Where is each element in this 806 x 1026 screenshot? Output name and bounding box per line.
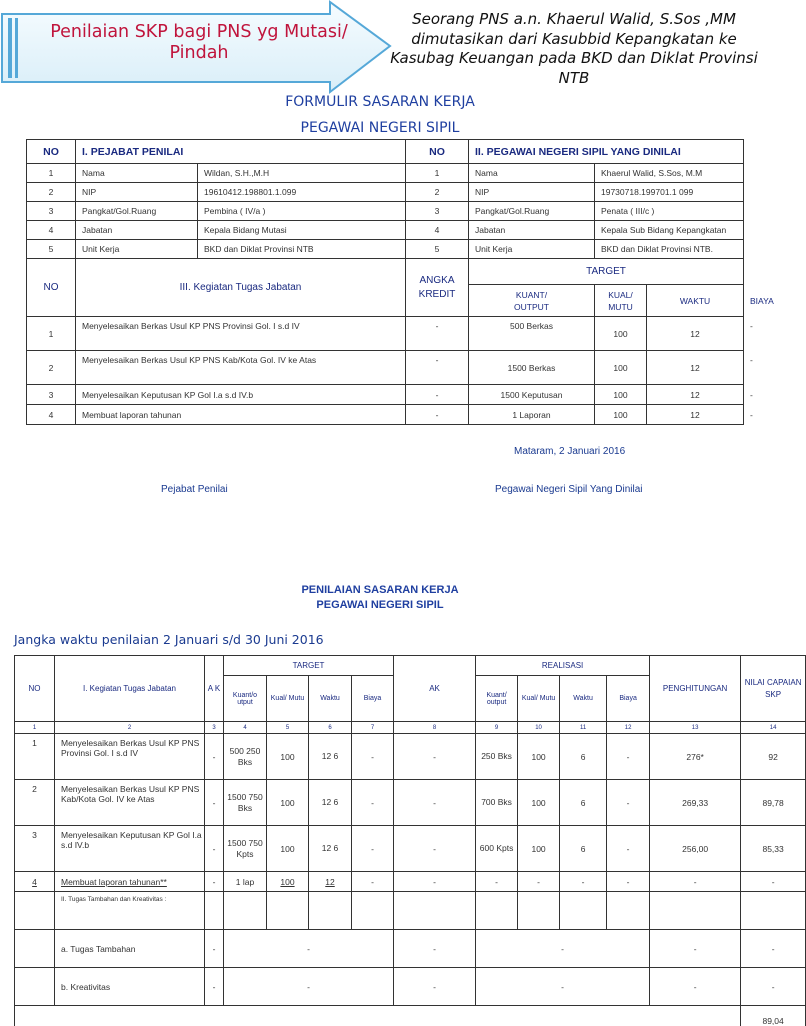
task-row: 2 Menyelesaikan Berkas Usul KP PNS Kab/Kota Gol. IV ke Atas - 1500 Berkas 100 12 - [27,351,744,385]
col-number: 10 [518,722,560,734]
cell-nilai: 92 [741,734,806,780]
col-r-kuant: Kuant/ output [476,676,518,722]
col-t-kuant: Kuant/o utput [224,676,267,722]
cell-waktu: 12 [647,317,744,351]
task-col-no: NO [27,259,76,317]
cell-pegawai: Khaerul Walid, S.Sos, M.M [595,164,744,183]
col-number: 11 [560,722,607,734]
cell-t-waktu: 12 6 [309,734,352,780]
task-col-kual: KUAL/ MUTU [595,285,647,317]
assessment-period: Jangka waktu penilaian 2 Januari s/d 30 Juni 2016 [14,632,324,647]
cell-no: 3 [15,826,55,872]
cell-no: 4 [27,405,76,425]
cell-t-biaya: - [352,826,394,872]
table-row [15,826,806,872]
cell-no: 3 [27,385,76,405]
form1-subtitle: PEGAWAI NEGERI SIPIL [300,120,460,136]
identity-row [27,202,744,221]
cell-no: 2 [27,183,76,202]
form1-title: FORMULIR SASARAN KERJA [285,94,475,110]
task-col-kegiatan: III. Kegiatan Tugas Jabatan [76,259,406,317]
cell-realisasi: - [476,930,650,968]
cell-ak: - [205,872,224,892]
cell-r-biaya: - [607,734,650,780]
cell-ak: - [406,405,469,425]
cell-nilai: 85,33 [741,826,806,872]
cell-penilai: BKD dan Diklat Provinsi NTB [198,240,406,259]
cell-no2: 5 [406,240,469,259]
cell-label2: NIP [469,183,595,202]
cell-penghitungan: - [650,968,741,1006]
extra-header: II. Tugas Tambahan dan Kreativitas : [55,892,205,930]
cell-nilai: - [741,872,806,892]
cell-label: Nama [76,164,198,183]
cell-ak: - [406,317,469,351]
cell-t-kual: 100 [267,734,309,780]
cell-kual: 100 [595,317,647,351]
cell-r-ak: - [394,930,476,968]
cell-kuant: 1500 Berkas [469,351,595,385]
cell-kegiatan: Menyelesaikan Keputusan KP Gol I.a s.d IV.b [76,385,406,405]
col-number: 9 [476,722,518,734]
col-no: NO [15,656,55,722]
cell-t-kual: 100 [267,826,309,872]
cell-realisasi: - [476,968,650,1006]
cell-ak: - [406,385,469,405]
col-nilai-capaian: NILAI CAPAIAN SKP [741,656,806,722]
col-number: 4 [224,722,267,734]
cell-no: 2 [27,351,76,385]
cell-t-waktu: 12 6 [309,826,352,872]
col-t-kual: Kual/ Mutu [267,676,309,722]
cell-pegawai: 19730718.199701.1 099 [595,183,744,202]
cell-r-waktu: 6 [560,826,607,872]
cell-ak: - [205,968,224,1006]
col-ak: AK [394,656,476,722]
cell-waktu: 12 [647,385,744,405]
cell-ak: - [406,351,469,385]
cell-r-kuant: 250 Bks [476,734,518,780]
sasaran-kerja-table: NO I. PEJABAT PENILAI NO II. PEGAWAI NEGERI SIPIL YANG DINILAI 1 Nama Wildan, S.H.,M.H 1 Nama Khaerul Walid, S.Sos, M.M 2 NIP 19610412.198801.1.099 2 NIP 19730718.199701.1 099 3 Pangkat/Gol.Ruang Pembina ( IV/a ) 3 Pangkat/Gol.Ruang Penata ( III/c ) 4 Jabatan Kepala Bidang Mutasi 4 Jabatan Kepala Sub Bidang Kepangkatan 5 Unit Kerja BKD dan Diklat Provinsi NTB 5 Unit Kerja BKD dan Diklat Provinsi NTB. NO III. Kegiatan Tugas Jabatan ANGKA KREDIT TARGET KUANT/ OUTPUT KUAL/ MUTU WAKTU BIAYA 1 Menyelesaikan Berkas Usul KP PNS Provinsi Gol. I s.d IV - 500 Berkas 100 12 - 2 Menyelesaikan Berkas Usul KP PNS Kab/Kota Gol. IV ke Atas - 1500 Berkas 100 12 - 3 Menyelesaikan Keputusan KP Gol I.a s.d IV.b - 1500 Keputusan 100 12 - 4 Membuat laporan tahunan - 1 Laporan 100 12 - [26,139,744,425]
col-number: 3 [205,722,224,734]
col-number: 2 [55,722,205,734]
cell-r-kual: - [518,872,560,892]
cell-pegawai: Kepala Sub Bidang Kepangkatan [595,221,744,240]
cell-r-ak: - [394,968,476,1006]
form2-subtitle: PEGAWAI NEGERI SIPIL [316,599,444,611]
table-row [15,872,806,892]
cell-no: 2 [15,780,55,826]
cell-no: 4 [15,872,55,892]
cell-waktu: 12 [647,351,744,385]
cell-label: Unit Kerja [76,240,198,259]
cell-r-waktu: 6 [560,780,607,826]
cell-r-kual: 100 [518,734,560,780]
cell-t-biaya: - [352,780,394,826]
task-col-target: TARGET [469,259,744,285]
cell-no: 1 [15,734,55,780]
col-pegawai-dinilai: II. PEGAWAI NEGERI SIPIL YANG DINILAI [469,140,744,164]
cell-target: - [224,930,394,968]
penilaian-table [14,655,806,1026]
table-row [15,734,806,780]
task-row: 3 Menyelesaikan Keputusan KP Gol I.a s.d IV.b - 1500 Keputusan 100 12 - [27,385,744,405]
cell-t-kual: 100 [267,872,309,892]
cell-kegiatan: Menyelesaikan Berkas Usul KP PNS Kab/Kota Gol. IV ke Atas [76,351,406,385]
form2-title: PENILAIAN SASARAN KERJA [301,584,459,596]
cell-kegiatan: Menyelesaikan Keputusan KP Gol I.a s.d IV.b [55,826,205,872]
cell-waktu: 12 [647,405,744,425]
identity-row [27,240,744,259]
cell-t-waktu: 12 6 [309,780,352,826]
cell-r-biaya: - [607,826,650,872]
cell-no: 1 [27,317,76,351]
col-no: NO [27,140,76,164]
col-number: 5 [267,722,309,734]
cell-kegiatan: Membuat laporan tahunan** [55,872,205,892]
cell-label2: Unit Kerja [469,240,595,259]
extra-header-row [15,892,806,930]
cell-nilai: - [741,930,806,968]
cell-r-kual: 100 [518,826,560,872]
cell-kegiatan: Membuat laporan tahunan [76,405,406,425]
cell-r-ak: - [394,734,476,780]
cell-no: 3 [27,202,76,221]
cell-penilai: 19610412.198801.1.099 [198,183,406,202]
col-number: 12 [607,722,650,734]
cell-label2: Jabatan [469,221,595,240]
cell-t-kuant: 500 250 Bks [224,734,267,780]
cell-r-kuant: - [476,872,518,892]
cell-r-ak: - [394,780,476,826]
cell-r-ak: - [394,872,476,892]
cell-r-waktu: - [560,872,607,892]
column-number-row [15,722,806,734]
cell-r-biaya: - [607,872,650,892]
cell-r-kuant: 700 Bks [476,780,518,826]
task-row: 4 Membuat laporan tahunan - 1 Laporan 100 12 - [27,405,744,425]
cell-t-kual: 100 [267,780,309,826]
col-number: 1 [15,722,55,734]
col-number: 14 [741,722,806,734]
cell-penghitungan: 276* [650,734,741,780]
col-r-biaya: Biaya [607,676,650,722]
col-number: 6 [309,722,352,734]
cell-no2: 4 [406,221,469,240]
cell-pegawai: BKD dan Diklat Provinsi NTB. [595,240,744,259]
cell-r-biaya: - [607,780,650,826]
extra-row [15,930,806,968]
col-ak-short: A K [205,656,224,722]
cell-ak: - [205,826,224,872]
cell-kegiatan: Menyelesaikan Berkas Usul KP PNS Provinsi Gol. I s.d IV [55,734,205,780]
cell-label2: Nama [469,164,595,183]
cell-r-ak: - [394,826,476,872]
cell-penilai: Kepala Bidang Mutasi [198,221,406,240]
cell-no2: 3 [406,202,469,221]
col-realisasi: REALISASI [476,656,650,676]
col-kegiatan: I. Kegiatan Tugas Jabatan [55,656,205,722]
signature-pegawai-label: Pegawai Negeri Sipil Yang Dinilai [495,484,643,495]
mutation-note: Seorang PNS a.n. Khaerul Walid, S.Sos ,MM dimutasikan dari Kasubbid Kepangkatan ke Kasubag Keuangan pada BKD dan Diklat Provinsi NTB [390,10,758,87]
total-nilai: 89,04 [741,1006,806,1026]
cell-no2: 1 [406,164,469,183]
cell-t-waktu: 12 [309,872,352,892]
col-target: TARGET [224,656,394,676]
col-no-2: NO [406,140,469,164]
col-number: 8 [394,722,476,734]
cell-label: NIP [76,183,198,202]
cell-penghitungan: - [650,930,741,968]
banner-title: Penilaian SKP bagi PNS yg Mutasi/ Pindah [50,22,348,63]
cell-kegiatan: Menyelesaikan Berkas Usul KP PNS Provinsi Gol. I s.d IV [76,317,406,351]
col-pejabat-penilai: I. PEJABAT PENILAI [76,140,406,164]
cell-penghitungan: 256,00 [650,826,741,872]
cell-extra-label: a. Tugas Tambahan [55,930,205,968]
cell-kual: 100 [595,405,647,425]
task-row: 1 Menyelesaikan Berkas Usul KP PNS Provinsi Gol. I s.d IV - 500 Berkas 100 12 - [27,317,744,351]
cell-penghitungan: - [650,872,741,892]
extra-row [15,968,806,1006]
cell-nilai: 89,78 [741,780,806,826]
col-r-kual: Kual/ Mutu [518,676,560,722]
cell-t-kuant: 1 lap [224,872,267,892]
cell-r-kuant: 600 Kpts [476,826,518,872]
cell-penilai: Pembina ( IV/a ) [198,202,406,221]
cell-label: Jabatan [76,221,198,240]
col-penghitungan: PENGHITUNGAN [650,656,741,722]
cell-t-kuant: 1500 750 Kpts [224,826,267,872]
identity-row [27,164,744,183]
cell-kual: 100 [595,385,647,405]
cell-r-kual: 100 [518,780,560,826]
col-r-waktu: Waktu [560,676,607,722]
col-number: 13 [650,722,741,734]
identity-row [27,221,744,240]
table-row [15,780,806,826]
cell-t-biaya: - [352,734,394,780]
cell-ak: - [205,930,224,968]
cell-ak: - [205,780,224,826]
cell-pegawai: Penata ( III/c ) [595,202,744,221]
place-date: Mataram, 2 Januari 2016 [514,446,626,457]
col-number: 7 [352,722,394,734]
col-t-waktu: Waktu [309,676,352,722]
cell-no2: 2 [406,183,469,202]
cell-kuant: 1500 Keputusan [469,385,595,405]
task-col-kuant: KUANT/ OUTPUT [469,285,595,317]
total-row [15,1006,806,1026]
signature-penilai-label: Pejabat Penilai [161,484,228,495]
cell-t-biaya: - [352,872,394,892]
cell-no: 1 [27,164,76,183]
cell-no: 4 [27,221,76,240]
cell-r-waktu: 6 [560,734,607,780]
task-col-angka-kredit: ANGKA KREDIT [406,259,469,317]
cell-label2: Pangkat/Gol.Ruang [469,202,595,221]
task-col-waktu: WAKTU [647,285,744,317]
cell-t-kuant: 1500 750 Bks [224,780,267,826]
identity-row [27,183,744,202]
cell-kuant: 1 Laporan [469,405,595,425]
cell-label: Pangkat/Gol.Ruang [76,202,198,221]
cell-kegiatan: Menyelesaikan Berkas Usul KP PNS Kab/Kota Gol. IV ke Atas [55,780,205,826]
cell-no: 5 [27,240,76,259]
cell-penghitungan: 269,33 [650,780,741,826]
cell-target: - [224,968,394,1006]
cell-kual: 100 [595,351,647,385]
cell-nilai: - [741,968,806,1006]
cell-ak: - [205,734,224,780]
cell-penilai: Wildan, S.H.,M.H [198,164,406,183]
cell-extra-label: b. Kreativitas [55,968,205,1006]
col-t-biaya: Biaya [352,676,394,722]
cell-kuant: 500 Berkas [469,317,595,351]
